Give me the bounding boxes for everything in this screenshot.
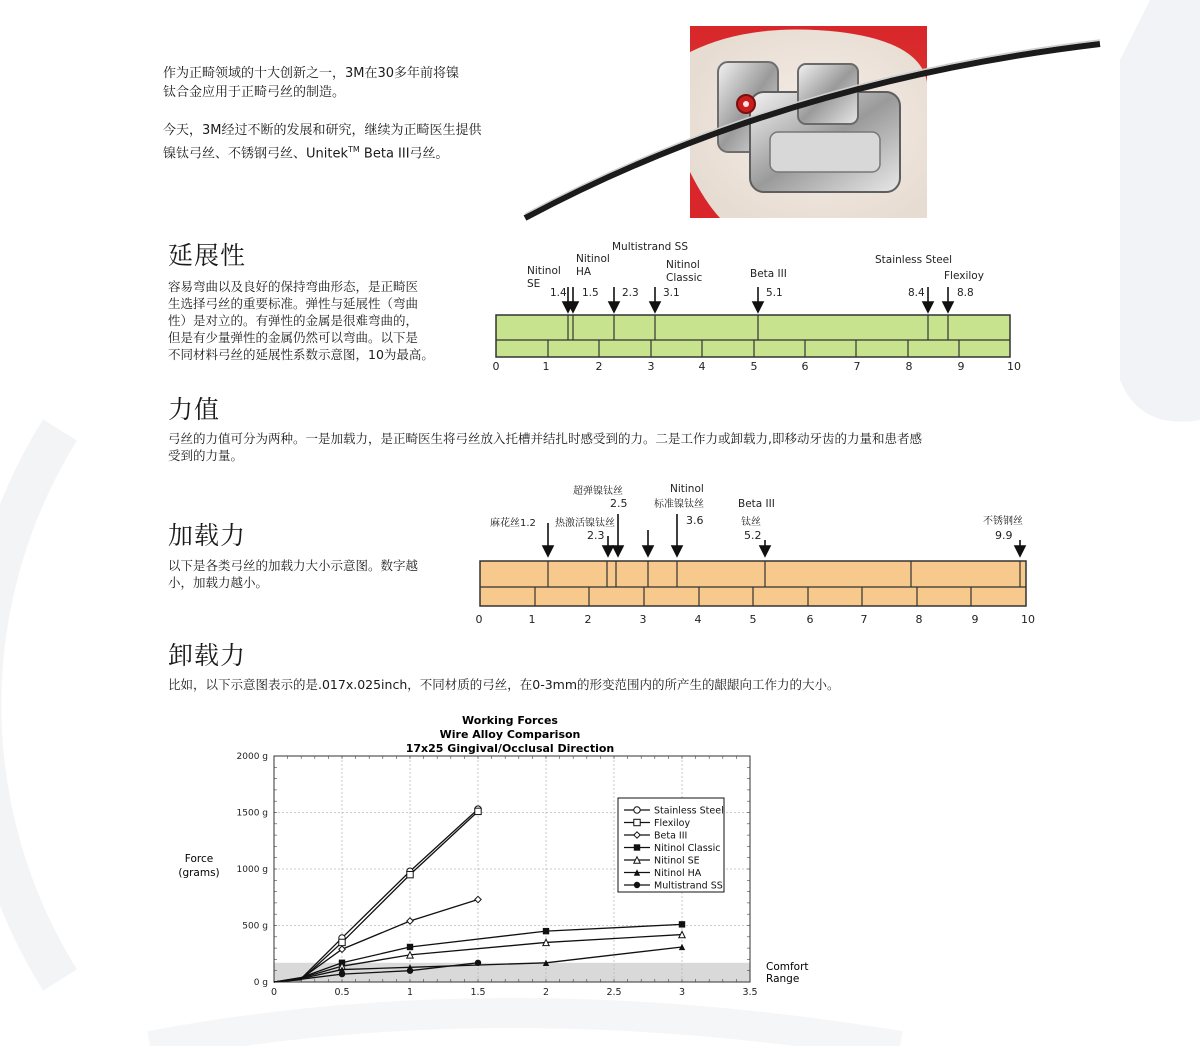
tick-1: 1	[542, 360, 550, 373]
x-tick-label: 3	[678, 987, 686, 998]
tick-8: 8	[905, 360, 913, 373]
unloading-force-title: 卸载力	[168, 641, 247, 670]
comfort-label-2: Range	[766, 973, 800, 985]
label-nitinol: Nitinol	[670, 483, 704, 495]
data-point-multistrand-ss	[475, 960, 481, 966]
tick-5: 5	[750, 360, 758, 373]
intro-p1-line1: 作为正畸领域的十大创新之一，3M在30多年前将镍	[163, 66, 460, 81]
comfort-label-1: Comfort	[766, 961, 809, 973]
y-tick-label: 500 g	[242, 921, 268, 932]
x-tick-label: 3.5	[742, 987, 758, 998]
tick-2: 2	[595, 360, 603, 373]
intro-text-2	[163, 121, 482, 163]
label-nitinol-ha-2: HA	[576, 266, 592, 278]
flexibility-description	[168, 278, 434, 363]
force-line-1: 弓丝的力值可分为两种。一是加载力，是正畸医生将弓丝放入托槽并结扎时感受到的力。二是工作力或卸载力,即移动牙齿的力量和患者感	[168, 431, 922, 446]
legend-label-nitinol-se: Nitinol SE	[654, 855, 700, 867]
bracket-photo	[520, 22, 1110, 222]
flex-line-5: 不同材料弓丝的延展性系数示意图，10为最高。	[168, 347, 434, 362]
legend-marker-nitinol-classic	[634, 844, 640, 850]
legend-marker-multistrand-ss	[634, 882, 640, 888]
flex-line-4: 但是有少量弹性的金属仍然可以弯曲。以下是	[168, 330, 419, 345]
value-8-4: 8.4	[908, 287, 925, 299]
label-nitinol-se-2: SE	[527, 278, 541, 290]
intro-p2-line1: 今天，3M经过不断的发展和研究，继续为正畸医生提供	[163, 123, 482, 138]
legend-marker-stainless-steel	[634, 807, 640, 813]
tick-3: 3	[639, 613, 647, 626]
label-mahua: 麻花丝1.2	[490, 518, 536, 529]
tick-7: 7	[860, 613, 868, 626]
value-1-5: 1.5	[582, 287, 599, 299]
tick-6: 6	[801, 360, 809, 373]
force-line-2: 受到的力量。	[168, 448, 244, 463]
x-tick-label: 2	[542, 987, 550, 998]
value-5-1: 5.1	[766, 287, 783, 299]
label-biaozhun: 标准镍钛丝	[654, 499, 704, 510]
force-description	[168, 430, 922, 464]
y-tick-label: 1000 g	[236, 865, 268, 875]
load-line-1: 以下是各类弓丝的加载力大小示意图。数字越	[168, 558, 419, 573]
tick-3: 3	[647, 360, 655, 373]
load-line-2: 小，加载力越小。	[168, 575, 269, 590]
label-biaozhun-v: 3.6	[686, 514, 704, 527]
tick-1: 1	[528, 613, 536, 626]
data-point-nitinol-classic	[407, 944, 413, 950]
tick-10: 10	[1021, 613, 1035, 626]
legend-label-stainless-steel: Stainless Steel	[654, 805, 724, 817]
unloading-force-description: 比如，以下示意图表示的是.017x.025inch，不同材质的弓丝，在0-3mm的形变范围内的所产生的龈龈向工作力的大小。	[168, 677, 840, 692]
legend-marker-flexiloy	[634, 819, 640, 825]
label-buxiu: 不锈钢丝	[983, 516, 1023, 527]
data-point-nitinol-classic	[543, 928, 549, 934]
x-tick-label: 1.5	[470, 987, 486, 998]
label-chaotan-1: 超弹镍钛丝	[573, 486, 623, 497]
loading-force-description	[168, 557, 418, 591]
label-rejihuo-1: 热激活镍钛丝	[555, 518, 615, 529]
value-8-8: 8.8	[957, 287, 974, 299]
legend-label-beta-iii: Beta III	[654, 830, 688, 842]
x-tick-label: 0.5	[334, 987, 350, 998]
data-point-nitinol-classic	[679, 921, 685, 927]
legend-label-flexiloy: Flexiloy	[654, 818, 691, 829]
tick-4: 4	[698, 360, 706, 373]
tick-7: 7	[853, 360, 861, 373]
label-multistrand: Multistrand SS	[612, 241, 688, 253]
intro-p2-line2	[163, 140, 482, 163]
tick-9: 9	[971, 613, 979, 626]
loading-force-scale	[470, 478, 1045, 630]
flex-line-1: 容易弯曲以及良好的保持弯曲形态，是正畸医	[168, 279, 419, 294]
label-classic-1: Nitinol	[666, 259, 700, 271]
label-tai-v: 5.2	[744, 529, 762, 542]
chart-subtitle-1: Wire Alloy Comparison	[439, 728, 581, 741]
data-point-multistrand-ss	[407, 968, 413, 974]
chart-subtitle-2: 17x25 Gingival/Occlusal Direction	[405, 742, 615, 755]
intro-p1-line2: 钛合金应用于正畸弓丝的制造。	[163, 85, 346, 100]
y-axis-label-2: (grams)	[178, 867, 220, 879]
trademark-sup: TM	[348, 145, 360, 154]
label-nitinol-se-1: Nitinol	[527, 265, 561, 277]
data-point-multistrand-ss	[339, 971, 345, 977]
intro-p2-line2-a: 镍钛弓丝、不锈钢弓丝、Unitek	[163, 146, 348, 162]
x-tick-label: 0	[270, 987, 278, 998]
intro-text	[163, 64, 459, 102]
y-tick-label: 1500 g	[236, 808, 268, 819]
value-2-3: 2.3	[622, 287, 639, 299]
x-tick-label: 1	[406, 987, 414, 998]
label-chaotan-2: 2.5	[610, 497, 628, 510]
label-ss: Stainless Steel	[875, 254, 953, 266]
value-3-1: 3.1	[663, 287, 680, 299]
label-beta: Beta III	[750, 268, 787, 280]
tick-2: 2	[584, 613, 592, 626]
working-forces-chart	[170, 708, 830, 1003]
label-classic-2: Classic	[666, 272, 703, 284]
flex-line-3: 性）是对立的。有弹性的金属是很难弯曲的，	[168, 313, 419, 328]
legend-label-multistrand-ss: Multistrand SS	[654, 880, 723, 892]
intro-p2-line2-b: Beta III弓丝。	[359, 146, 449, 162]
tick-5: 5	[749, 613, 757, 626]
label-tai: 钛丝	[741, 517, 761, 528]
data-point-flexiloy	[407, 871, 413, 877]
flexibility-title: 延展性	[168, 241, 247, 270]
label-rejihuo-2: 2.3	[587, 529, 605, 542]
label-beta: Beta III	[738, 498, 775, 510]
label-flexiloy: Flexiloy	[944, 270, 984, 282]
tick-6: 6	[806, 613, 814, 626]
tick-4: 4	[694, 613, 702, 626]
tick-0: 0	[475, 613, 483, 626]
tick-9: 9	[957, 360, 965, 373]
label-buxiu-v: 9.9	[995, 529, 1013, 542]
label-nitinol-ha-1: Nitinol	[576, 253, 610, 265]
data-point-flexiloy	[475, 808, 481, 814]
y-tick-label: 2000 g	[236, 752, 268, 762]
chart-title: Working Forces	[462, 714, 558, 727]
value-1-4: 1.4	[550, 287, 567, 299]
tick-10: 10	[1007, 360, 1021, 373]
loading-force-title: 加载力	[168, 521, 247, 550]
tick-0: 0	[492, 360, 500, 373]
data-point-flexiloy	[339, 939, 345, 945]
flex-line-2: 生选择弓丝的重要标准。弹性与延展性（弯曲	[168, 296, 419, 311]
y-axis-label-1: Force	[184, 853, 214, 865]
y-tick-label: 0 g	[253, 978, 268, 988]
tick-8: 8	[915, 613, 923, 626]
flexibility-scale	[480, 232, 1040, 377]
legend-label-nitinol-ha: Nitinol HA	[654, 868, 702, 879]
legend-label-nitinol-classic: Nitinol Classic	[654, 843, 721, 854]
force-title: 力值	[168, 395, 221, 424]
x-tick-label: 2.5	[606, 987, 622, 998]
